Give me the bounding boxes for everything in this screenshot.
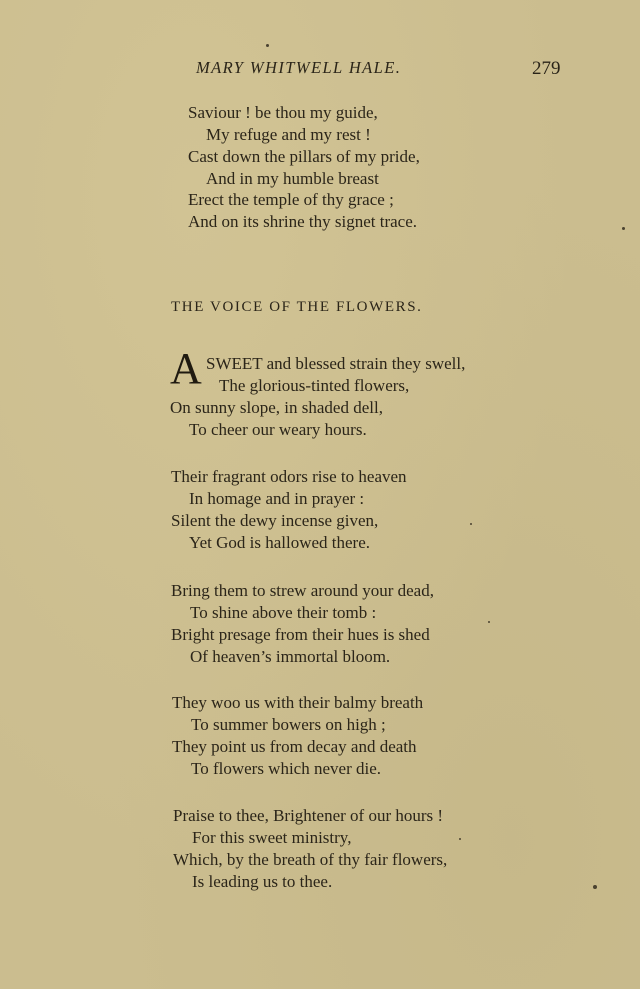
poem-line: The glorious-tinted flowers, [219,376,410,395]
poem-line: Which, by the breath of thy fair flowers, [173,850,448,869]
running-head: MARY WHITWELL HALE. [196,58,402,77]
poem-line: To summer bowers on high ; [191,715,386,734]
poem-line: Bring them to strew around your dead, [171,581,434,600]
poem-line: For this sweet ministry, [192,828,352,847]
poem-line: Is leading us to thee. [192,872,333,891]
poem-line: Of heaven’s immortal bloom. [190,647,391,666]
page-number: 279 [532,58,561,79]
poem-line: To flowers which never die. [191,759,381,778]
poem-line: Praise to thee, Brightener of our hours ! [173,806,444,825]
poem-line: To cheer our weary hours. [189,420,367,439]
poem-line: They point us from decay and death [172,737,417,756]
poem-line: On sunny slope, in shaded dell, [170,398,383,417]
paper-speck [622,227,625,230]
poem-line: And in my humble breast [206,169,379,188]
poem-line: Saviour ! be thou my guide, [188,103,378,122]
paper-speck [266,44,269,47]
poem-line: Bright presage from their hues is shed [171,625,430,644]
poem-line: They woo us with their balmy breath [172,693,424,712]
poem-line: Erect the temple of thy grace ; [188,190,394,209]
poem-line: SWEET and blessed strain they swell, [206,354,466,373]
poem-line: And on its shrine thy signet trace. [188,212,417,231]
paper-speck [459,838,461,840]
poem-line: To shine above their tomb : [190,603,377,622]
poem-line: Yet God is hallowed there. [189,533,370,552]
poem-line: My refuge and my rest ! [206,125,371,144]
poem-line: Cast down the pillars of my pride, [188,147,420,166]
paper-speck [470,523,472,525]
poem-line: In homage and in prayer : [189,489,365,508]
paper-speck [593,885,597,889]
poem-line: Silent the dewy incense given, [171,511,379,530]
poem-title: THE VOICE OF THE FLOWERS. [171,299,423,315]
poem-line: Their fragrant odors rise to heaven [171,467,407,486]
paper-speck [488,621,490,623]
drop-cap: A [170,344,202,393]
